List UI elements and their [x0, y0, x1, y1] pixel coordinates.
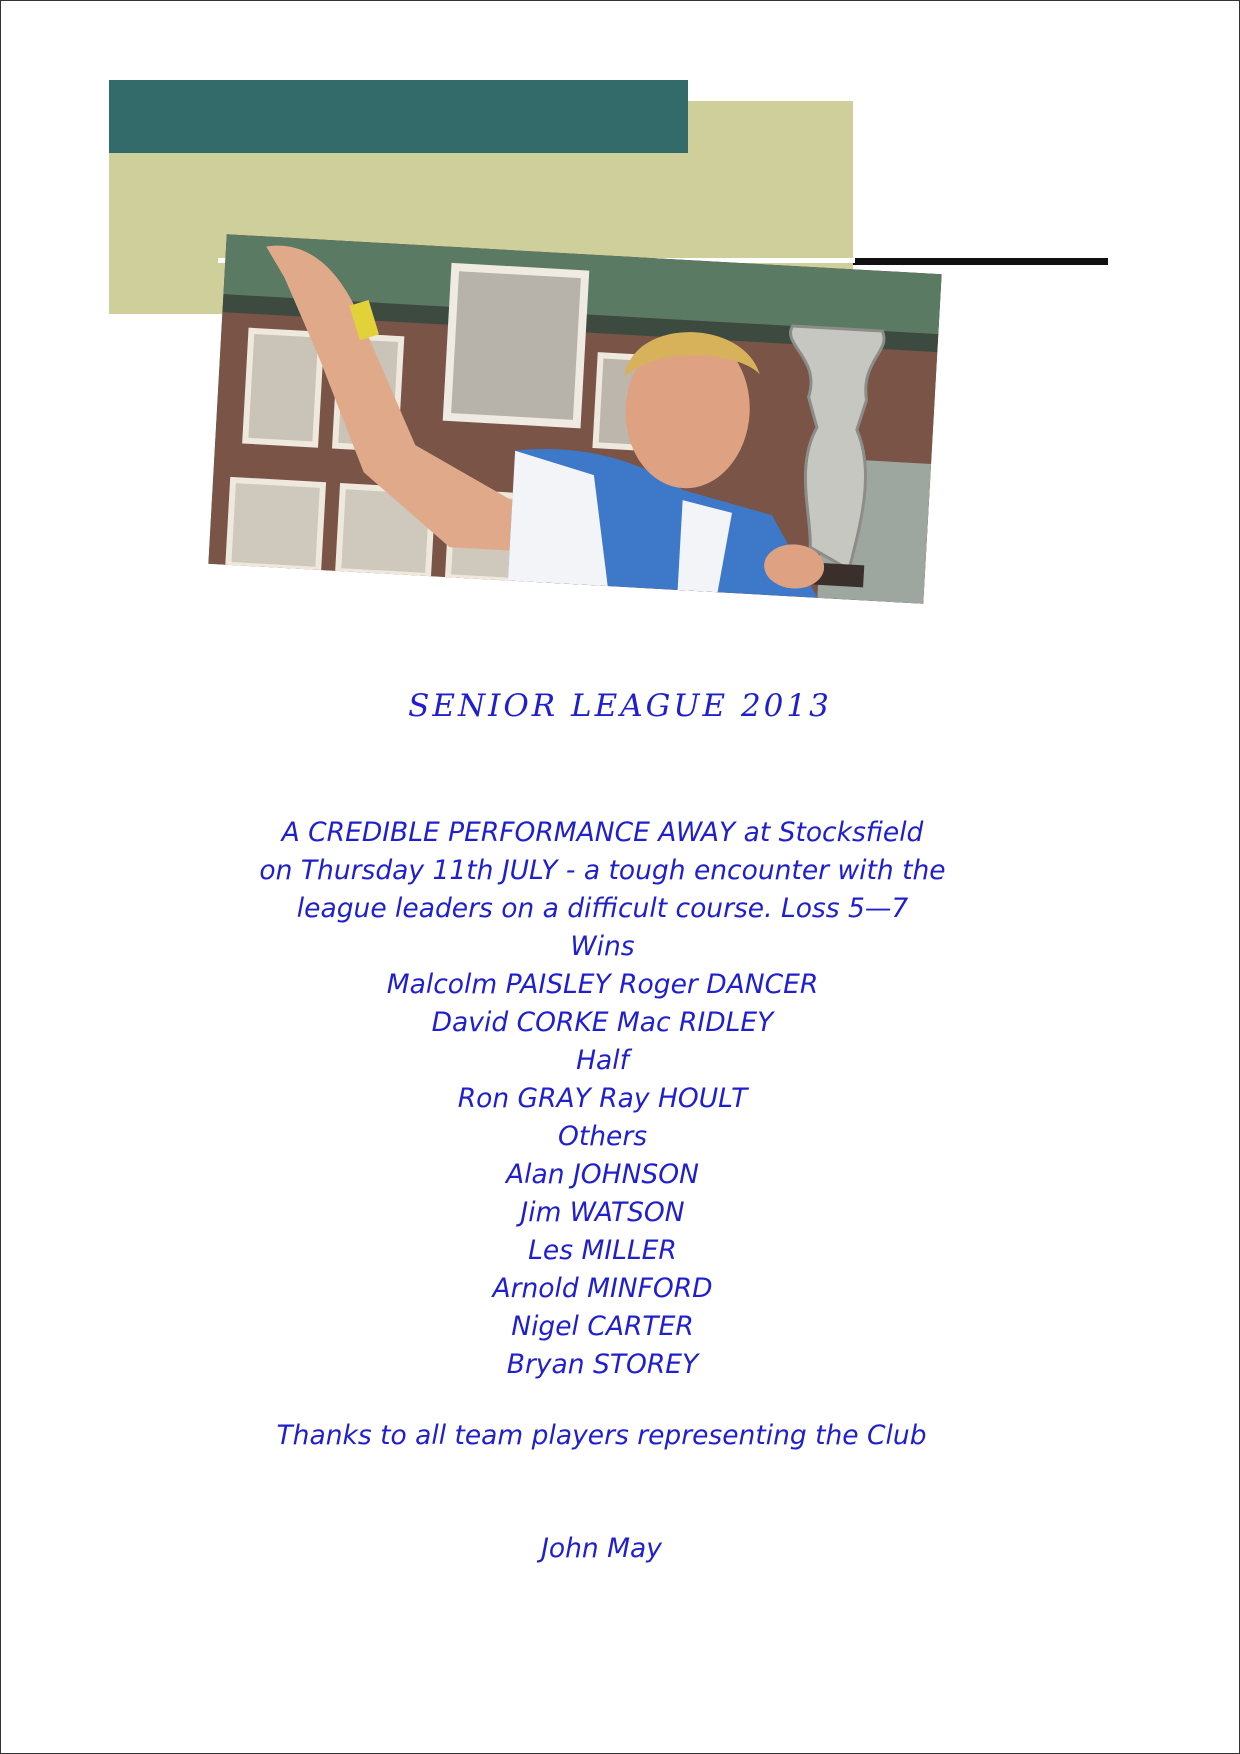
decorative-black-rule: [853, 258, 1108, 265]
thanks-note: Thanks to all team players representing the Club: [276, 1420, 927, 1451]
wins-heading: Wins: [570, 931, 635, 962]
player-pair: Malcolm PAISLEY Roger DANCER: [386, 969, 819, 1000]
report-line: on Thursday 11th JULY - a tough encounter with the: [259, 855, 946, 886]
signature: John May: [541, 1533, 662, 1564]
page-title: SENIOR LEAGUE 2013: [408, 688, 832, 724]
player-name: Jim WATSON: [520, 1197, 685, 1228]
player-name: Nigel CARTER: [511, 1311, 694, 1342]
player-pair: Ron GRAY Ray HOULT: [457, 1083, 748, 1114]
player-name: Les MILLER: [528, 1235, 677, 1266]
report-line: A CREDIBLE PERFORMANCE AWAY at Stocksfield: [281, 817, 924, 848]
half-heading: Half: [576, 1045, 629, 1076]
others-heading: Others: [557, 1121, 648, 1152]
player-pair: David CORKE Mac RIDLEY: [431, 1007, 774, 1038]
player-name: Bryan STOREY: [506, 1349, 699, 1380]
decorative-teal-bar: [109, 80, 688, 153]
match-report: [180, 814, 1025, 1384]
player-name: Alan JOHNSON: [506, 1159, 699, 1190]
player-name: Arnold MINFORD: [492, 1273, 713, 1304]
golfer-trophy-photo: [208, 234, 941, 603]
report-line: league leaders on a difficult course. Loss 5—7: [296, 893, 909, 924]
golfer-trophy-photo-icon: [208, 234, 941, 603]
